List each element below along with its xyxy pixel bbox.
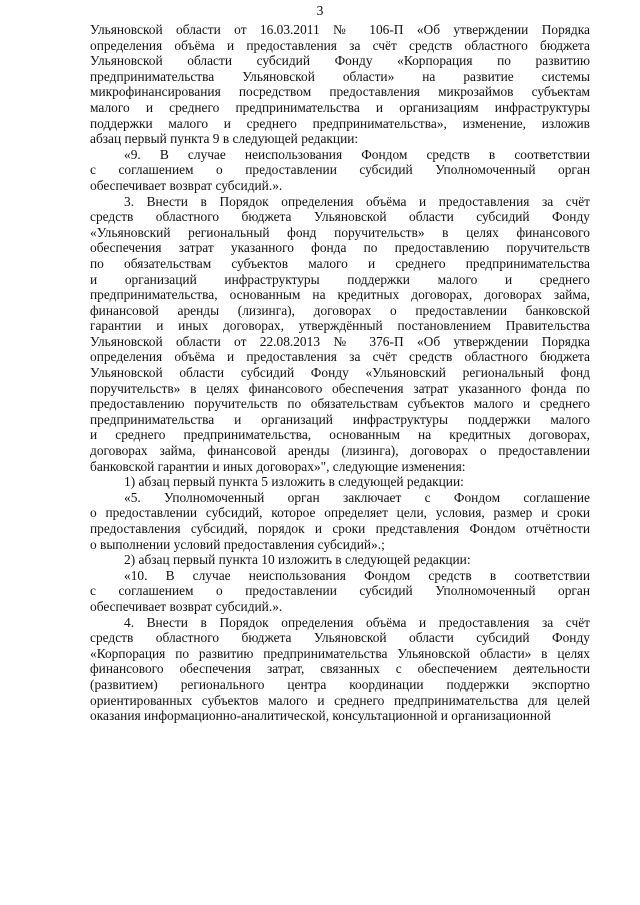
text-line: предпринимательства Ульяновской области» на развитие системы xyxy=(90,68,590,84)
document-body xyxy=(90,22,590,724)
text-line: 4. Внести в Порядок определения объёма и предоставления за счёт xyxy=(124,614,590,630)
text-line: 2) абзац первый пункта 10 изложить в следующей редакции: xyxy=(124,552,471,568)
text-line: финансового обеспечения затрат, связанных с обеспечением деятельности xyxy=(90,661,590,677)
text-line: ориентированных субъектов малого и среднего предпринимательства для целей xyxy=(90,692,590,708)
text-line: (развитием) регионального центра координации поддержки экспортно xyxy=(90,676,590,692)
text-line: обеспечивает возврат субсидий.». xyxy=(90,177,283,193)
text-line: «9. В случае неиспользования Фондом средств в соответствии xyxy=(124,146,590,162)
text-line: предпринимательства, основанным на кредитных договорах, договорах займа, xyxy=(90,287,590,303)
text-line: обеспечения затрат указанного фонда по предоставлению поручительств xyxy=(90,240,590,256)
text-line: Ульяновской области от 16.03.2011 № 106-П «Об утверждении Порядка xyxy=(90,22,590,37)
text-line: Ульяновской области субсидий Фонду «Ульяновский региональный фонд xyxy=(90,365,590,381)
text-line: и среднего предпринимательства, основанным на кредитных договорах, xyxy=(90,427,590,443)
text-line: «Корпорация по развитию предпринимательства Ульяновской области» в целях xyxy=(90,645,590,661)
text-line: банковской гарантии и иных договорах»", следующие изменения: xyxy=(90,458,466,474)
text-line: обеспечивает возврат субсидий.». xyxy=(90,598,283,614)
text-line: 1) абзац первый пункта 5 изложить в следующей редакции: xyxy=(124,474,464,490)
text-line: о предоставлении субсидий, которое определяет цели, условия, размер и сроки xyxy=(90,505,590,521)
text-line: о выполнении условий предоставления субсидий».; xyxy=(90,536,385,552)
text-line: предпринимательства и организаций инфраструктуры поддержки малого xyxy=(90,411,590,427)
text-line: гарантии и иных договорах, утверждённый постановлением Правительства xyxy=(90,318,590,334)
text-line: определения объёма и предоставления за счёт средств областного бюджета xyxy=(90,349,590,365)
text-line: предоставлению поручительств по обязательствам субъектов малого и среднего xyxy=(90,396,590,412)
text-line: с соглашением о предоставлении субсидий Уполномоченный орган xyxy=(90,162,590,178)
text-line: поддержки малого и среднего предпринимательства», изменение, изложив xyxy=(90,115,590,131)
text-line: «Ульяновский региональный фонд поручительств» в целях финансового xyxy=(90,224,590,240)
text-line: «10. В случае неиспользования Фондом средств в соответствии xyxy=(124,567,590,583)
text-line: 3. Внести в Порядок определения объёма и предоставления за счёт xyxy=(124,193,590,209)
text-line: поручительств» в целях финансового обеспечения затрат указанного фонда по xyxy=(90,380,590,396)
text-line: и организаций инфраструктуры поддержки малого и среднего xyxy=(90,271,590,287)
text-line: финансовой аренды (лизинга), договорах о предоставлении банковской xyxy=(90,302,590,318)
text-line: предоставления субсидий, порядок и сроки представления Фондом отчётности xyxy=(90,521,590,536)
text-line: микрофинансирования посредством предоставления микрозаймов субъектам xyxy=(90,84,590,100)
text-line: «5. Уполномоченный орган заключает с Фондом соглашение xyxy=(124,489,590,505)
text-line: малого и среднего предпринимательства и организациям инфраструктуры xyxy=(90,99,590,115)
text-line: Ульяновской области субсидий Фонду «Корпорация по развитию xyxy=(90,53,590,69)
text-line: определения объёма и предоставления за счёт средств областного бюджета xyxy=(90,37,590,53)
page-number: 3 xyxy=(316,3,324,18)
text-line: абзац первый пункта 9 в следующей редакции: xyxy=(90,131,359,147)
text-line: средств областного бюджета Ульяновской области субсидий Фонду xyxy=(90,209,590,225)
text-line: с соглашением о предоставлении субсидий Уполномоченный орган xyxy=(90,583,590,599)
text-line: Ульяновской области от 22.08.2013 № 376-П «Об утверждении Порядка xyxy=(90,333,590,349)
text-line: договорах займа, финансовой аренды (лизинга), договорах о предоставлении xyxy=(90,443,590,459)
text-line: по обязательствам субъектов малого и среднего предпринимательства xyxy=(90,255,590,271)
text-line: оказания информационно-аналитической, консультационной и организационной xyxy=(90,708,551,724)
text-line: средств областного бюджета Ульяновской области субсидий Фонду xyxy=(90,630,590,646)
